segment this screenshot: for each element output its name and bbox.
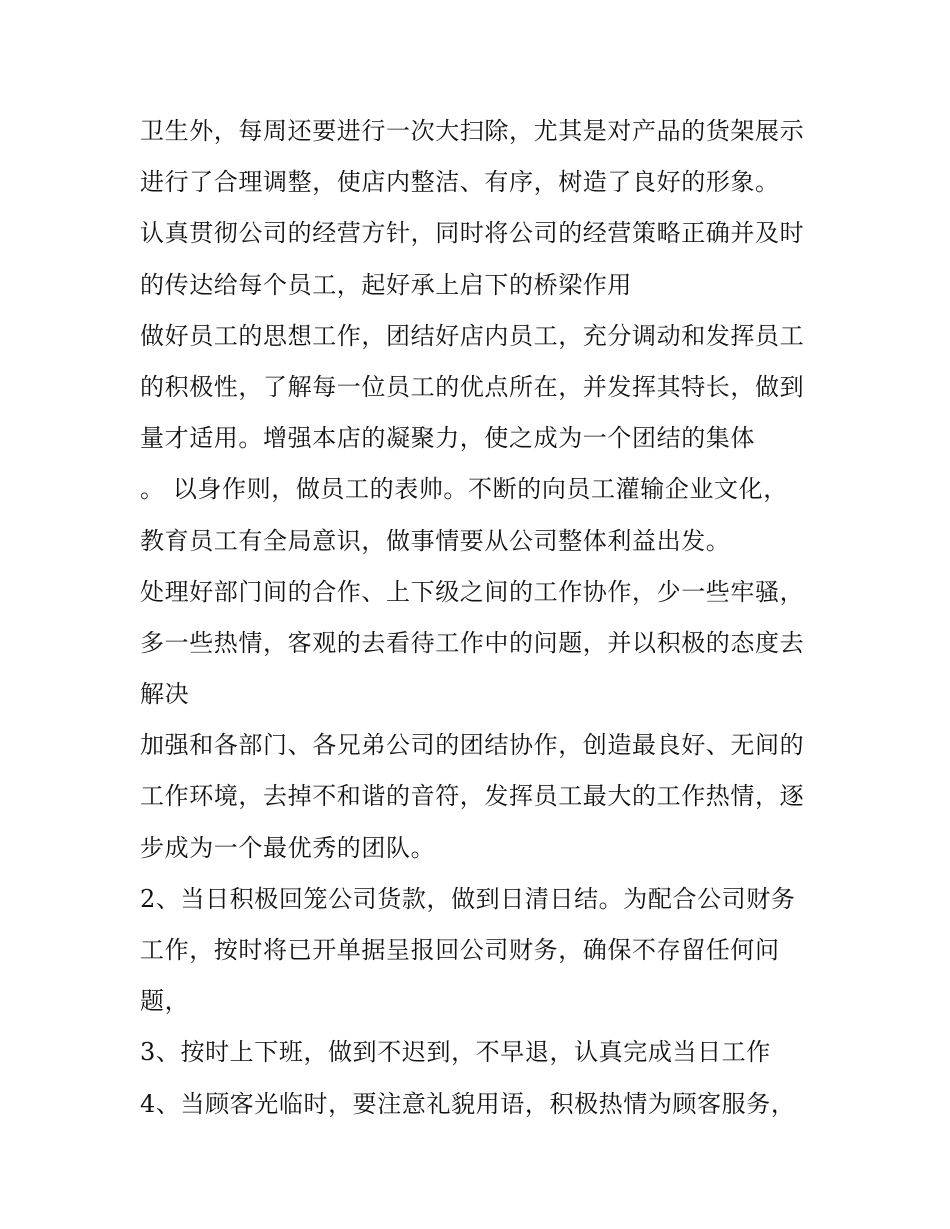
text-line: 量才适用。增强本店的凝聚力，使之成为一个团结的集体 xyxy=(140,424,755,453)
text-line: 工作，按时将已开单据呈报回公司财务，确保不存留任何问 xyxy=(140,936,780,964)
text-line: 做好员工的思想工作，团结好店内员工，充分调动和发挥员工 xyxy=(140,321,805,350)
text-line: 工作环境，去掉不和谐的音符，发挥员工最大的工作热情，逐 xyxy=(140,782,805,811)
text-line: 加强和各部门、各兄弟公司的团结协作，创造最良好、无间的 xyxy=(140,731,805,760)
text-line: 题， xyxy=(140,987,190,1016)
text-line: 步成为一个最优秀的团队。 xyxy=(140,833,436,862)
text-line: 卫生外，每周还要进行一次大扫除，尤其是对产品的货架展示 xyxy=(140,117,805,145)
text-line: 解决 xyxy=(140,680,190,709)
text-line: 认真贯彻公司的经营方针，同时将公司的经营策略正确并及时 xyxy=(140,219,805,248)
body-text xyxy=(140,106,820,1130)
text-line: 进行了合理调整，使店内整洁、有序，树造了良好的形象。 xyxy=(140,168,780,197)
text-line: 处理好部门间的合作、上下级之间的工作协作，少一些牢骚， xyxy=(140,577,805,606)
text-line: 3、按时上下班，做到不迟到，不早退，认真完成当日工作 xyxy=(140,1038,771,1067)
text-line: 的传达给每个员工，起好承上启下的桥梁作用 xyxy=(140,270,632,299)
text-line: 教育员工有全局意识，做事情要从公司整体利益出发。 xyxy=(140,526,731,555)
text-line: 。 以身作则，做员工的表帅。不断的向员工灌输企业文化， xyxy=(140,475,788,504)
text-line: 的积极性，了解每一位员工的优点所在，并发挥其特长，做到 xyxy=(140,372,805,401)
text-line: 多一些热情，客观的去看待工作中的问题，并以积极的态度去 xyxy=(140,628,805,657)
text-line: 2、当日积极回笼公司货款，做到日清日结。为配合公司财务 xyxy=(140,884,796,913)
text-line: 4、当顾客光临时，要注意礼貌用语，积极热情为顾客服务， xyxy=(140,1089,796,1118)
